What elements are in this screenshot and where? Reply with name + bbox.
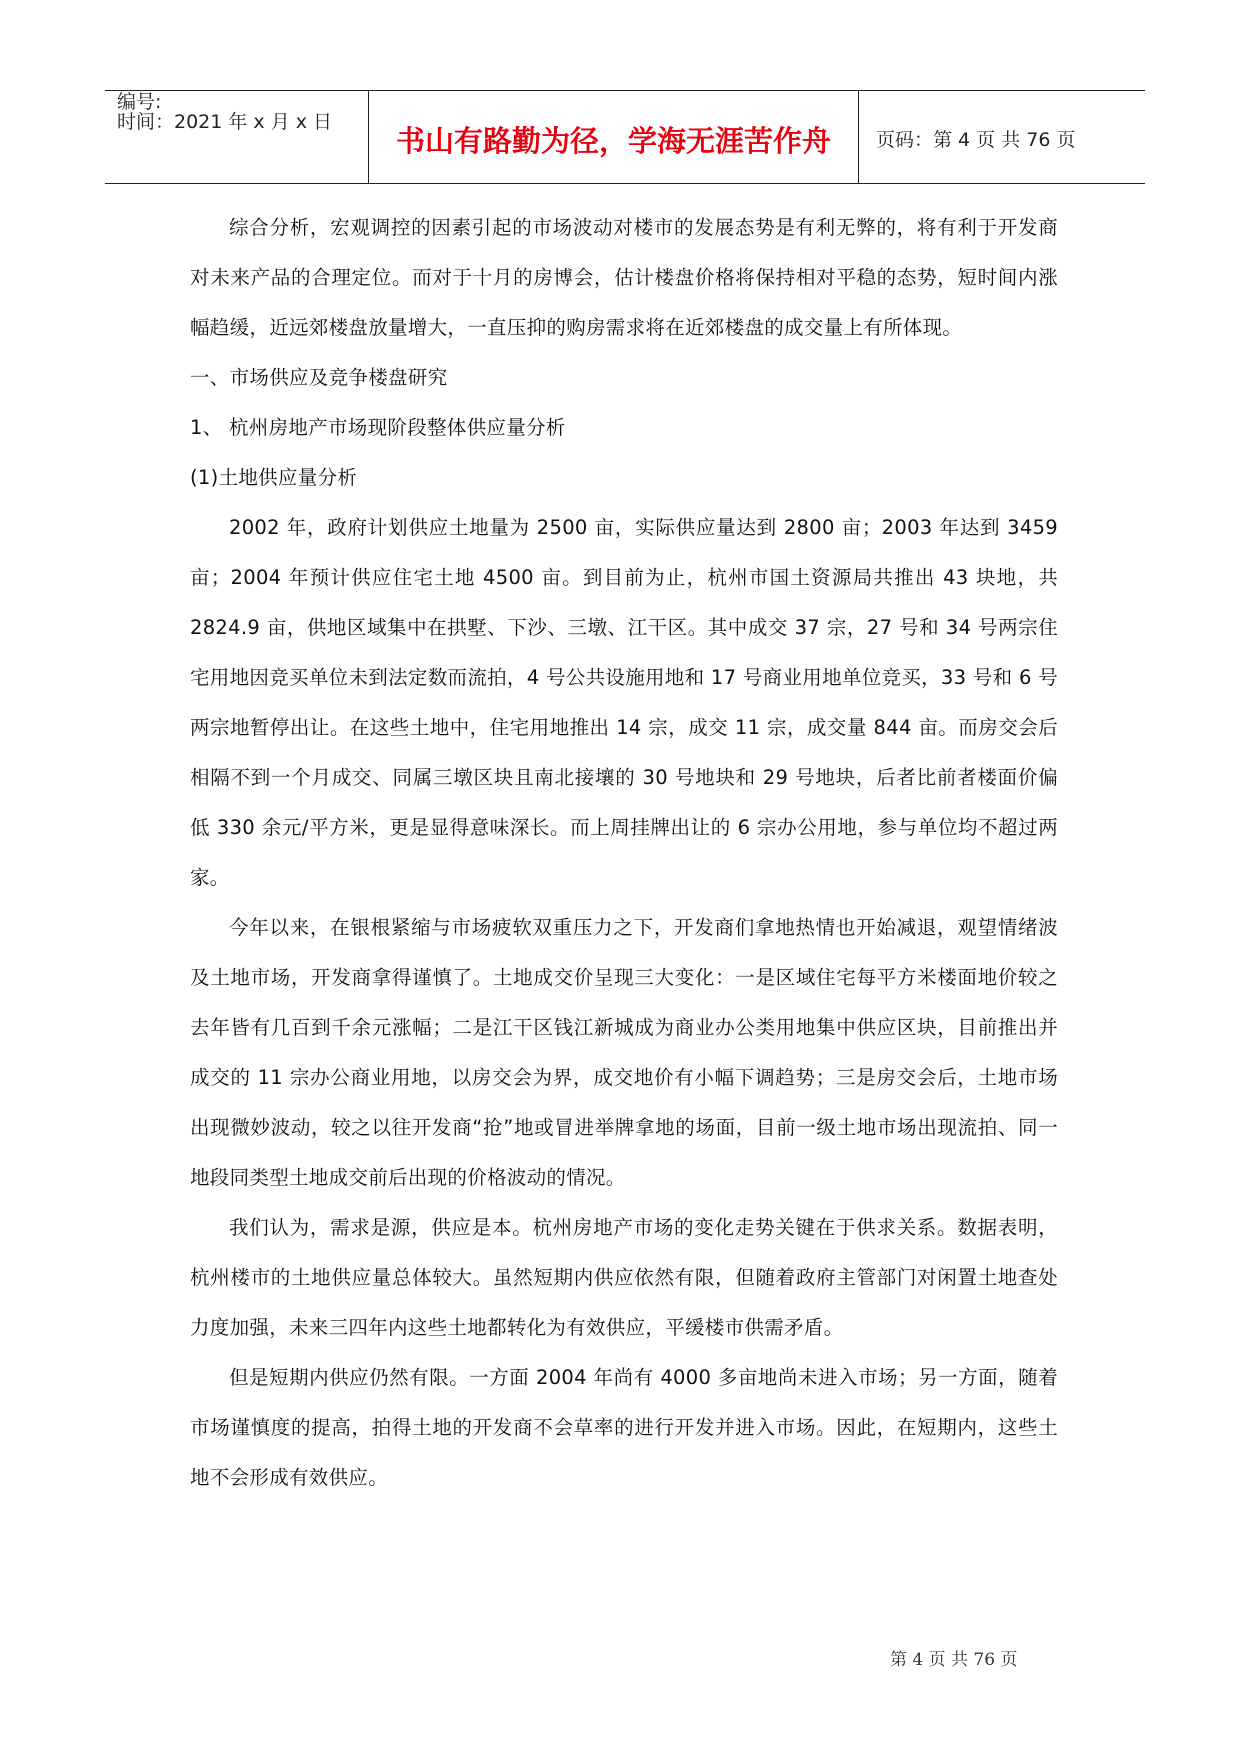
header-page-cell xyxy=(860,91,1145,183)
paragraph-short-term-supply: 但是短期内供应仍然有限。一方面 2004 年尚有 4000 多亩地尚未进入市场；另一方面，随着市场谨慎度的提高，拍得土地的开发商不会草率的进行开发并进入市场。因此，在短期内，这些土地不会形成有效供应。 xyxy=(190,1366,1058,1489)
header-page-info: 页码：第 4 页 共 76 页 xyxy=(876,129,1076,151)
document-time-label: 时间：2021 年 x 月 x 日 xyxy=(117,111,333,133)
paragraph-market-changes: 今年以来，在银根紧缩与市场疲软双重压力之下，开发商们拿地热情也开始减退，观望情绪波及土地市场，开发商拿得谨慎了。土地成交价呈现三大变化：一是区域住宅每平方米楼面地价较之去年皆有几百到千余元涨幅；二是江干区钱江新城成为商业办公类用地集中供应区块，目前推出并成交的 11 宗办公商业用地，以房交会为界，成交地价有小幅下调趋势；三是房交会后，土地市场出现微妙波动，较之以往开发商“抢”地或冒进举牌拿地的场面，目前一级土地市场出现流拍、同一地段同类型土地成交前后出现的价格波动的情况。 xyxy=(190,916,1058,1189)
sub-subsection-heading: (1)土地供应量分析 xyxy=(190,466,358,489)
paragraph-supply-demand: 我们认为，需求是源，供应是本。杭州房地产市场的变化走势关键在于供求关系。数据表明，杭州楼市的土地供应量总体较大。虽然短期内供应依然有限，但随着政府主管部门对闲置土地查处力度加强，未来三四年内这些土地都转化为有效供应，平缓楼市供需矛盾。 xyxy=(190,1216,1058,1339)
document-number-label: 编号: xyxy=(117,91,162,113)
subsection-heading: 1、 杭州房地产市场现阶段整体供应量分析 xyxy=(190,416,566,439)
header-meta-cell xyxy=(105,91,369,183)
document-body xyxy=(190,213,1058,1503)
paragraph-summary: 综合分析，宏观调控的因素引起的市场波动对楼市的发展态势是有利无弊的，将有利于开发商对未来产品的合理定位。而对于十月的房博会，估计楼盘价格将保持相对平稳的态势，短时间内涨幅趋缓，近远郊楼盘放量增大，一直压抑的购房需求将在近郊楼盘的成交量上有所体现。 xyxy=(190,216,1058,339)
header-motto-cell xyxy=(369,91,859,183)
page-footer: 第 4 页 共 76 页 xyxy=(890,1650,1018,1670)
section-heading: 一、市场供应及竞争楼盘研究 xyxy=(190,366,448,389)
motto-text: 书山有路勤为径，学海无涯苦作舟 xyxy=(395,124,831,158)
paragraph-land-supply: 2002 年，政府计划供应土地量为 2500 亩，实际供应量达到 2800 亩；2003 年达到 3459 亩；2004 年预计供应住宅土地 4500 亩。到目前为止，杭州市国土资源局共推出 43 块地，共 2824.9 亩，供地区域集中在拱墅、下沙、三墩、江干区。其中成交 37 宗，27 号和 34 号两宗住宅用地因竞买单位未到法定数而流拍，4 号公共设施用地和 17 号商业用地单位竞买，33 号和 6 号两宗地暂停出让。在这些土地中，住宅用地推出 14 宗，成交 11 宗，成交量 844 亩。而房交会后相隔不到一个月成交、同属三墩区块且南北接壤的 30 号地块和 29 号地块，后者比前者楼面价偏低 330 余元/平方米，更是显得意味深长。而上周挂牌出让的 6 宗办公用地，参与单位均不超过两家。 xyxy=(190,516,1058,889)
page-header xyxy=(105,90,1145,184)
